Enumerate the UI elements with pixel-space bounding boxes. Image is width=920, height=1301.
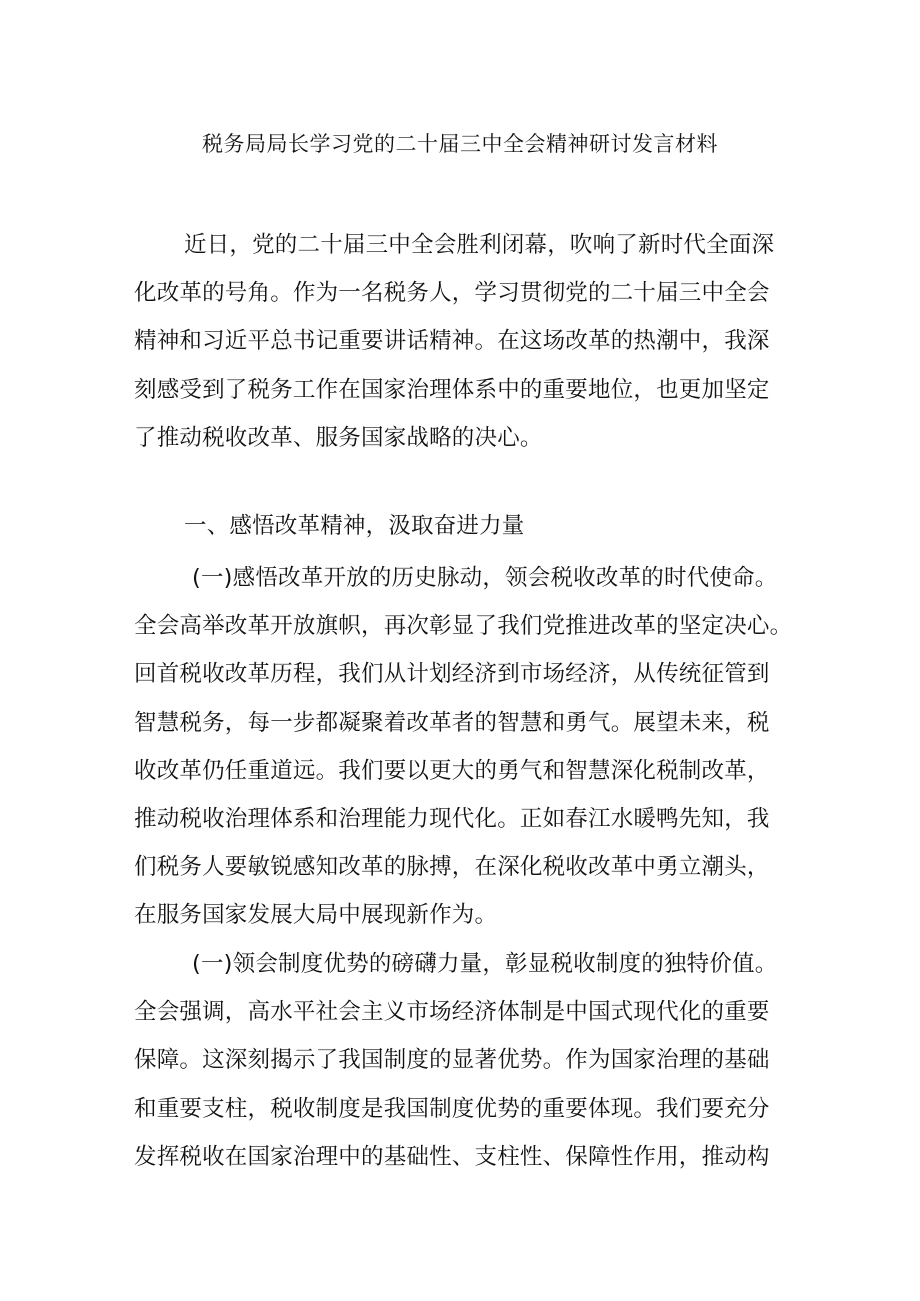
section-heading-block — [134, 510, 794, 542]
paragraph-line: 发挥税收在国家治理中的基础性、支柱性、保障性作用，推动构 — [134, 1143, 770, 1170]
paragraph-line: 全会强调，高水平社会主义市场经济体制是中国式现代化的重要 — [134, 999, 770, 1026]
document-title: 税务局局长学习党的二十届三中全会精神研讨发言材料 — [202, 132, 718, 156]
paragraph-line: 精神和习近平总书记重要讲话精神。在这场改革的热潮中，我深 — [134, 328, 770, 355]
paragraph-line: 刻感受到了税务工作在国家治理体系中的重要地位，也更加坚定 — [134, 376, 770, 403]
paragraph-line: 和重要支柱，税收制度是我国制度优势的重要体现。我们要充分 — [134, 1095, 770, 1122]
subsection-2-paragraph — [134, 940, 794, 1181]
subsection-1-paragraph — [134, 554, 794, 940]
paragraph-line: 推动税收治理体系和治理能力现代化。正如春江水暖鸭先知，我 — [134, 805, 770, 832]
paragraph-line: 化改革的号角。作为一名税务人，学习贯彻党的二十届三中全会 — [134, 280, 770, 307]
paragraph-line: 全会高举改革开放旗帜，再次彰显了我们党推进改革的坚定决心。 — [134, 613, 793, 640]
paragraph-line: 回首税收改革历程，我们从计划经济到市场经济，从传统征管到 — [134, 661, 770, 688]
section-heading: 一、感悟改革精神，汲取奋进力量 — [184, 513, 525, 539]
paragraph-line: 收改革仍任重道远。我们要以更大的勇气和智慧深化税制改革， — [134, 757, 770, 784]
paragraph-line: 们税务人要敏锐感知改革的脉搏，在深化税收改革中勇立潮头， — [134, 854, 770, 881]
paragraph-line: 保障。这深刻揭示了我国制度的显著优势。作为国家治理的基础 — [134, 1047, 770, 1074]
paragraph-line: 在服务国家发展大局中展现新作为。 — [134, 902, 498, 929]
intro-paragraph — [134, 221, 794, 462]
paragraph-line: 了推动税收改革、服务国家战略的决心。 — [134, 424, 543, 451]
paragraph-line: (一)领会制度优势的磅礴力量，彰显税收制度的独特价值。 — [192, 951, 778, 977]
paragraph-line: 智慧税务，每一步都凝聚着改革者的智慧和勇气。展望未来，税 — [134, 709, 770, 736]
paragraph-line: 近日，党的二十届三中全会胜利闭幕，吹响了新时代全面深 — [184, 232, 775, 258]
paragraph-line: (一)感悟改革开放的历史脉动，领会税收改革的时代使命。 — [192, 565, 778, 591]
